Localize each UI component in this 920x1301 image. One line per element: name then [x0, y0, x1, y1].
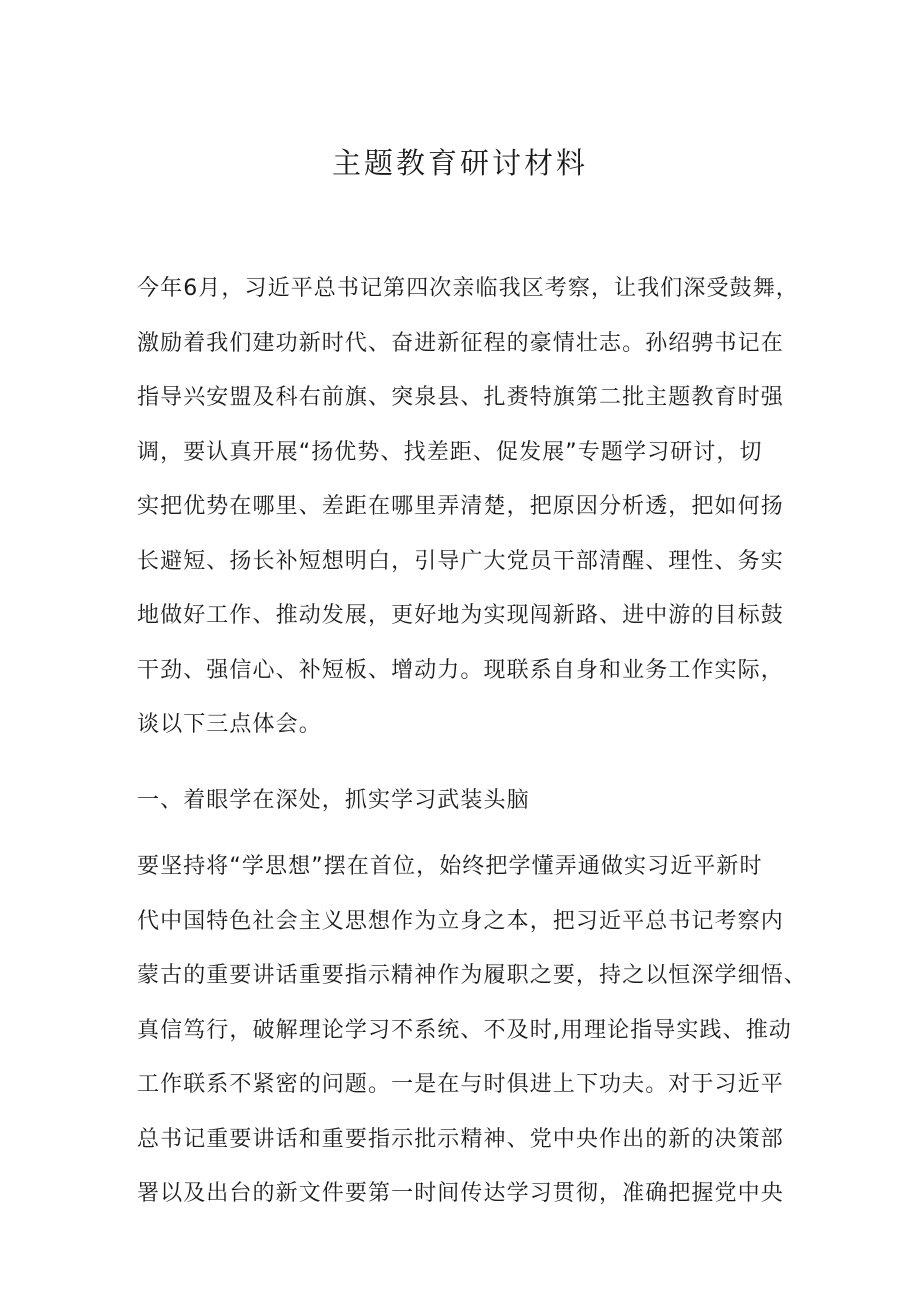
- paragraph-line: 真信笃行，破解理论学习不系统、不及时,用理论指导实践、推动: [137, 1017, 792, 1043]
- paragraph-line: 激励着我们建功新时代、奋进新征程的豪情壮志。孙绍骋书记在: [137, 330, 784, 356]
- paragraph-line: 总书记重要讲话和重要指示批示精神、党中央作出的新的决策部: [137, 1126, 784, 1152]
- paragraph-line: 地做好工作、推动发展，更好地为实现闯新路、进中游的目标鼓: [137, 603, 784, 628]
- paragraph-line: 代中国特色社会主义思想作为立身之本，把习近平总书记考察内: [137, 908, 784, 934]
- paragraph-line: 谈以下三点体会。: [137, 712, 322, 737]
- paragraph-line: 蒙古的重要讲话重要指示精神作为履职之要，持之以恒深学细悟、: [137, 963, 807, 988]
- paragraph-line: 要坚持将“学思想”摆在首位，始终把学懂弄通做实习近平新时: [137, 854, 763, 879]
- paragraph-line: 署以及出台的新文件要第一时间传达学习贯彻，准确把握党中央: [137, 1181, 784, 1206]
- paragraph-line: 今年6月，习近平总书记第四次亲临我区考察，让我们深受鼓舞，: [137, 276, 799, 301]
- paragraph-section-1: [137, 840, 817, 1222]
- paragraph-line: 干劲、强信心、补短板、增动力。现联系自身和业务工作实际，: [137, 657, 784, 683]
- paragraph-intro: [137, 262, 817, 753]
- paragraph-line: 实把优势在哪里、差距在哪里弄清楚，把原因分析透，把如何扬: [137, 494, 784, 519]
- section-heading: [137, 774, 817, 829]
- paragraph-line: 长避短、扬长补短想明白，引导广大党员干部清醒、理性、务实: [137, 548, 784, 574]
- paragraph-line: 调，要认真开展“扬优势、找差距、促发展”专题学习研讨，切: [137, 439, 763, 465]
- document-title: 主题教育研讨材料: [331, 146, 588, 180]
- section-heading-text: 一、着眼学在深处，抓实学习武装头脑: [137, 788, 530, 813]
- paragraph-line: 工作联系不紧密的问题。一是在与时俱进上下功夫。对于习近平: [137, 1072, 784, 1097]
- paragraph-line: 指导兴安盟及科右前旗、突泉县、扎赉特旗第二批主题教育时强: [137, 385, 784, 410]
